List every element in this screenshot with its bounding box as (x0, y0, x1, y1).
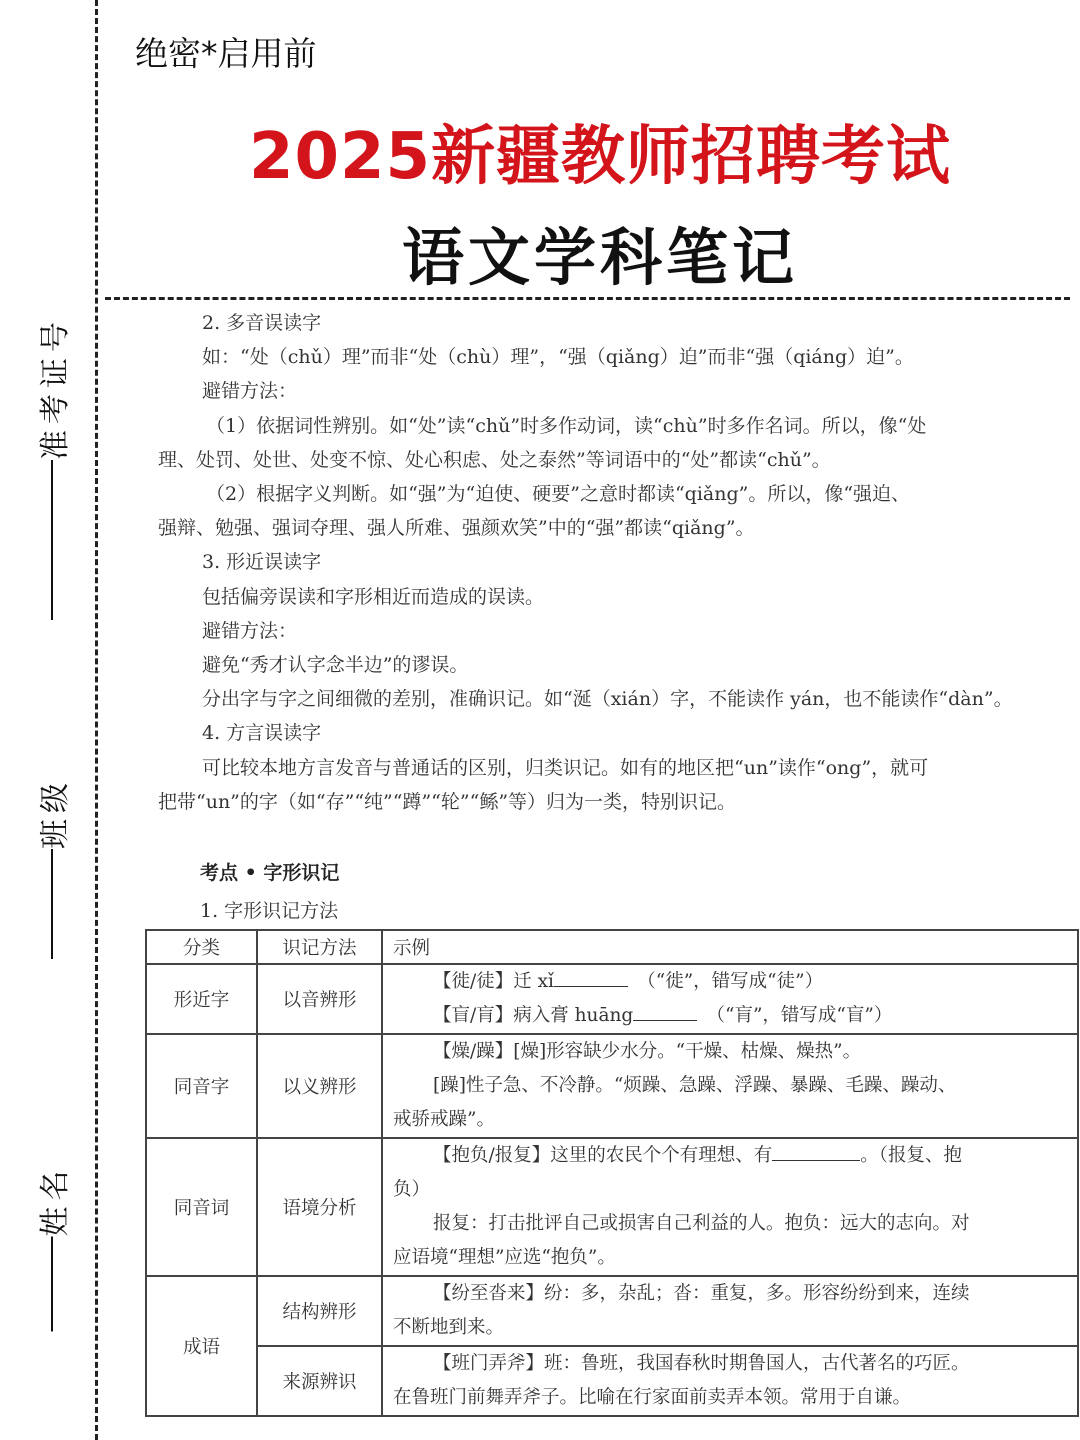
table-row (146, 1346, 1078, 1416)
section-heading-shape: 3. 形近误读字 (202, 551, 322, 574)
example-line: 报复：打击批评自己或损害自己利益的人。抱负：远大的志向。对 (433, 1213, 970, 1234)
table-header: 分类 (146, 930, 257, 964)
table-cell-category: 形近字 (146, 964, 257, 1034)
table-row (146, 964, 1078, 1034)
fill-blank (772, 1142, 860, 1161)
table-cell-example (382, 1034, 1078, 1138)
example-line: 【班门弄斧】班：鲁班，我国春秋时期鲁国人，古代著名的巧匠。 (433, 1353, 970, 1374)
paragraph: 避错方法： (202, 380, 298, 403)
table-row (146, 1276, 1078, 1346)
paragraph: 理、处罚、处世、处变不惊、处心积虑、处之泰然”等词语中的“处”都读“chǔ”。 (158, 448, 831, 471)
table-header: 示例 (382, 930, 1078, 964)
notes-body (158, 306, 1073, 819)
paragraph: （1）依据词性辨别。如“处”读“chǔ”时多作动词，读“chù”时多作名词。所以，像“处 (206, 414, 927, 437)
class-blank[interactable] (51, 849, 53, 959)
header-divider (105, 297, 1070, 300)
example-line: 【徙/徒】迁 xǐ （“徙”，错写成“徒”） (393, 965, 1067, 999)
section-heading-dialect: 4. 方言误读字 (202, 722, 322, 745)
example-line: 戒骄戒躁”。 (393, 1109, 495, 1130)
class-label: 班级 (38, 777, 73, 849)
page-title: 2025新疆教师招聘考试 (248, 120, 952, 194)
example-line: 在鲁班门前舞弄斧子。比喻在行家面前卖弄本领。常用于自谦。 (393, 1387, 912, 1408)
paragraph: 分出字与字之间细微的差别，准确识记。如“涎（xián）字，不能读作 yán，也不能读作“dàn”。 (202, 688, 1013, 711)
example-line: 【纷至沓来】纷：多，杂乱；沓：重复，多。形容纷纷到来，连续 (433, 1283, 970, 1304)
table-cell-method: 来源辨识 (257, 1346, 382, 1416)
table-row (146, 1138, 1078, 1276)
table-cell-example (382, 1138, 1078, 1276)
section-heading-polyphonic: 2. 多音误读字 (202, 312, 322, 334)
paragraph: 把带“un”的字（如“存”“纯”“蹲”“轮”“鲧”等）归为一类，特别识记。 (158, 790, 737, 813)
exam-id-label: 准考证号 (38, 316, 73, 460)
example-line: 负） (393, 1179, 431, 1200)
table-header: 识记方法 (257, 930, 382, 964)
paragraph: 包括偏旁误读和字形相近而造成的误读。 (202, 585, 545, 608)
table-cell-example (382, 1276, 1078, 1346)
binding-dashed-line (95, 0, 98, 1440)
table-cell-example (382, 964, 1078, 1034)
table-header-row (146, 930, 1078, 964)
example-line: [躁]性子急、不冷静。“烦躁、急躁、浮躁、暴躁、毛躁、躁动、 (433, 1075, 957, 1096)
page-subtitle: 语文学科笔记 (401, 221, 798, 294)
paragraph: （2）根据字义判断。如“强”为“迫使、硬要”之意时都读“qiǎng”。所以，像“强迫、 (206, 483, 911, 506)
name-blank[interactable] (51, 1237, 53, 1332)
exam-id-field-label (30, 316, 74, 624)
table-cell-method: 以义辨形 (257, 1034, 382, 1138)
table-cell-method: 以音辨形 (257, 964, 382, 1034)
glyph-method-table (145, 929, 1079, 1417)
example-line: 【抱负/报复】这里的农民个个有理想、有 。（报复、抱 (393, 1139, 1067, 1173)
fill-blank (554, 968, 628, 987)
paragraph: 避错方法： (202, 619, 298, 642)
example-line: 【燥/躁】[燥]形容缺少水分。“干燥、枯燥、燥热”。 (433, 1041, 862, 1062)
table-cell-category: 同音字 (146, 1034, 257, 1138)
table-cell-method: 结构辨形 (257, 1276, 382, 1346)
exam-id-blank[interactable] (51, 460, 53, 620)
name-label: 姓名 (38, 1164, 73, 1237)
secret-mark: 绝密*启用前 (135, 34, 317, 73)
example-line: 不断地到来。 (393, 1317, 505, 1338)
example-line: 应语境“理想”应选“抱负”。 (393, 1247, 616, 1268)
name-field-label (30, 1165, 74, 1336)
section-heading-glyph: 考点 • 字形识记 (200, 862, 340, 884)
method-title: 1. 字形识记方法 (200, 900, 339, 922)
paragraph: 避免“秀才认字念半边”的谬误。 (202, 654, 469, 677)
class-field-label (30, 777, 74, 963)
paragraph: 强辩、勉强、强词夺理、强人所难、强颜欢笑”中的“强”都读“qiǎng”。 (158, 517, 755, 540)
table-cell-category: 成语 (146, 1276, 257, 1416)
fill-blank (633, 1002, 697, 1021)
table-cell-method: 语境分析 (257, 1138, 382, 1276)
example-line: 【盲/肓】病入膏 huāng （“肓”，错写成“盲”） (393, 999, 1067, 1033)
table-row (146, 1034, 1078, 1138)
table-cell-example (382, 1346, 1078, 1416)
paragraph: 如：“处（chǔ）理”而非“处（chù）理”，“强（qiǎng）迫”而非“强（qiáng）迫”。 (202, 346, 914, 369)
table-cell-category: 同音词 (146, 1138, 257, 1276)
paragraph: 可比较本地方言发音与普通话的区别，归类识记。如有的地区把“un”读作“ong”，就可 (202, 756, 929, 779)
